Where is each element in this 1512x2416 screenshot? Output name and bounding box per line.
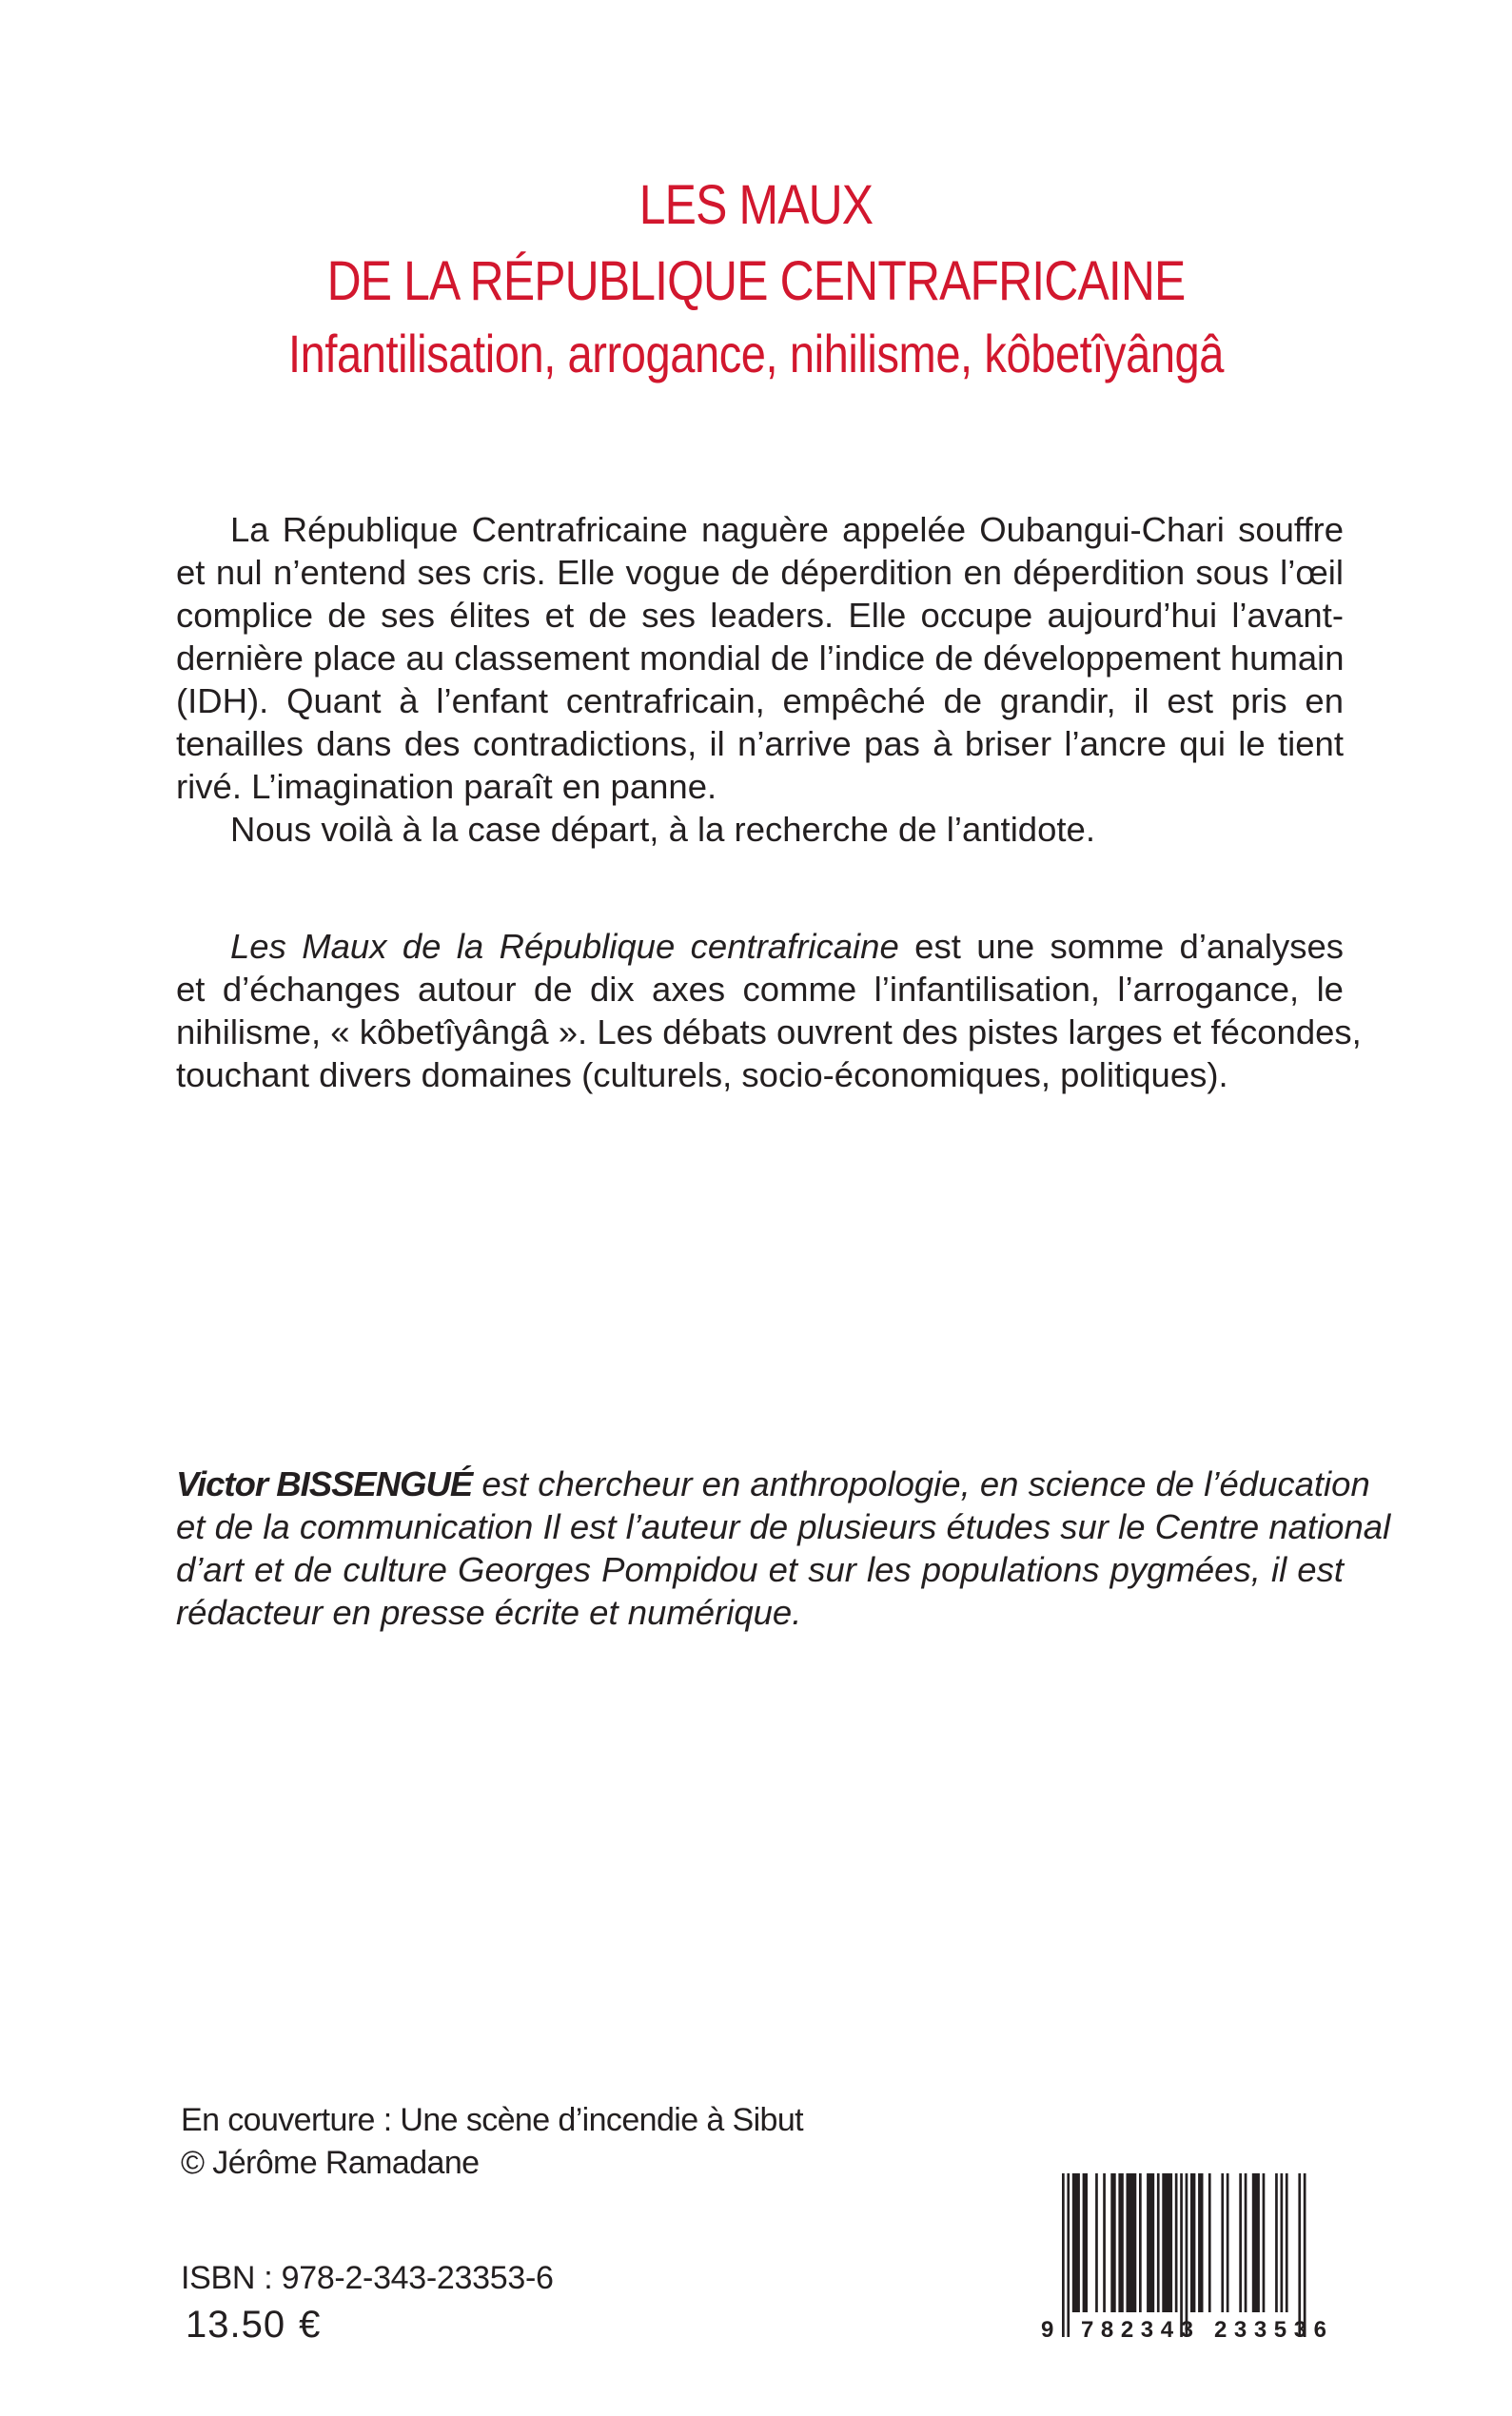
bio-line: rédacteur en presse écrite et numérique. xyxy=(176,1593,802,1632)
barcode-guard-bar xyxy=(1062,2173,1065,2337)
barcode-bar xyxy=(1103,2173,1106,2312)
bio-line: et de la communication Il est l’auteur de plusieurs études sur le Centre national xyxy=(176,1507,1391,1546)
barcode-guard-bar xyxy=(1067,2173,1070,2337)
bio-line xyxy=(176,1463,1370,1505)
barcode-bar xyxy=(1245,2173,1247,2312)
synopsis-line: (IDH). Quant à l’enfant centrafricain, empêché de grandir, il est pris en xyxy=(176,681,1344,720)
barcode-bar xyxy=(1252,2173,1260,2312)
synopsis-line: rivé. L’imagination paraît en panne. xyxy=(176,767,717,806)
barcode-bar xyxy=(1127,2173,1137,2312)
barcode-bar xyxy=(1198,2173,1203,2312)
photo-credit: © Jérôme Ramadane xyxy=(181,2145,480,2181)
synopsis-conclusion: Nous voilà à la case départ, à la recherche de l’antidote. xyxy=(230,810,1095,849)
cover-title-block xyxy=(0,167,1512,386)
barcode-bar xyxy=(1190,2173,1195,2312)
barcode-guard-bar xyxy=(1304,2173,1306,2337)
barcode-bars xyxy=(1062,2173,1306,2337)
synopsis-line: La République Centrafricaine naguère appelée Oubangui-Chari souffre xyxy=(230,510,1344,549)
title-line-2: DE LA RÉPUBLIQUE CENTRAFRICAINE xyxy=(326,250,1186,312)
synopsis-paragraph-2 xyxy=(176,925,1362,1096)
price-currency: € xyxy=(299,2304,322,2346)
barcode-left-digits: 782343 xyxy=(1081,2317,1193,2343)
book-title-italic: Les Maux de la République centrafricaine xyxy=(230,927,899,966)
barcode-bar xyxy=(1072,2173,1080,2312)
title-line-1: LES MAUX xyxy=(638,174,874,236)
barcode-bar xyxy=(1275,2173,1278,2312)
synopsis-line: touchant divers domaines (culturels, socio-économiques, politiques). xyxy=(176,1055,1228,1094)
cover-credits xyxy=(181,2099,803,2185)
barcode-bar xyxy=(1239,2173,1242,2312)
synopsis-line: complice de ses élites et de ses leaders. Elle occupe aujourd’hui l’avant- xyxy=(176,596,1344,635)
barcode-bar xyxy=(1147,2173,1154,2312)
barcode-bar xyxy=(1110,2173,1115,2312)
barcode-bar xyxy=(1281,2173,1284,2312)
bio-line-rest: est chercheur en anthropologie, en science de l’éducation xyxy=(472,1464,1370,1503)
barcode-bar xyxy=(1118,2173,1123,2312)
synopsis-line xyxy=(176,925,1344,968)
barcode-bar xyxy=(1162,2173,1172,2312)
synopsis-line: et nul n’entend ses cris. Elle vogue de déperdition en déperdition sous l’œil xyxy=(176,553,1344,592)
barcode-bar xyxy=(1286,2173,1288,2312)
author-name: Victor BISSENGUÉ xyxy=(176,1464,473,1503)
price-value: 13.50 xyxy=(186,2304,286,2346)
barcode-graphic xyxy=(1037,2173,1351,2345)
barcode-right-digits: 233536 xyxy=(1214,2317,1326,2343)
barcode-bar xyxy=(1263,2173,1266,2312)
barcode-bar xyxy=(1227,2173,1229,2312)
barcode-bar xyxy=(1139,2173,1142,2312)
barcode-guard-bar xyxy=(1298,2173,1301,2337)
bio-line: d’art et de culture Georges Pompidou et sur les populations pygmées, il est xyxy=(176,1550,1344,1589)
synopsis-line: dernière place au classement mondial de l’indice de développement humain xyxy=(176,638,1345,678)
synopsis-line: nihilisme, « kôbetîyângâ ». Les débats ouvrent des pistes larges et fécondes, xyxy=(176,1012,1362,1051)
barcode-digits xyxy=(1041,2317,1326,2343)
barcode-bar xyxy=(1208,2173,1211,2312)
isbn-label: ISBN : 978-2-343-23353-6 xyxy=(181,2260,554,2296)
synopsis-paragraph-1 xyxy=(176,508,1344,851)
barcode-guard-bar xyxy=(1186,2173,1188,2337)
barcode-lead-digit: 9 xyxy=(1041,2317,1054,2343)
barcode-bar xyxy=(1221,2173,1224,2312)
synopsis-line-rest: est une somme d’analyses xyxy=(898,927,1344,966)
cover-caption: En couverture : Une scène d’incendie à Sibut xyxy=(181,2102,804,2138)
barcode-guard-bar xyxy=(1180,2173,1183,2337)
subtitle: Infantilisation, arrogance, nihilisme, kôbetîyângâ xyxy=(287,324,1225,383)
barcode-bar xyxy=(1175,2173,1178,2312)
price xyxy=(186,2301,321,2348)
synopsis-line: et d’échanges autour de dix axes comme l’infantilisation, l’arrogance, le xyxy=(176,970,1344,1009)
isbn-barcode xyxy=(1037,2173,1351,2345)
barcode-bar xyxy=(1157,2173,1160,2312)
synopsis-line: tenailles dans des contradictions, il n’arrive pas à briser l’ancre qui le tient xyxy=(176,724,1344,763)
author-bio xyxy=(176,1463,1391,1634)
barcode-bar xyxy=(1095,2173,1098,2312)
barcode-bar xyxy=(1083,2173,1088,2312)
